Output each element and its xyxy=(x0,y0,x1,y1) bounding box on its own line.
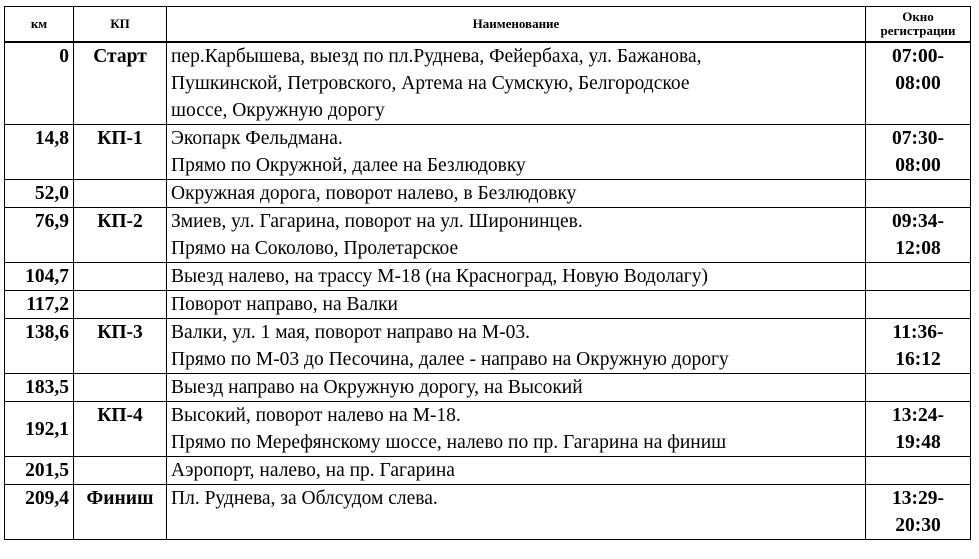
description-cell xyxy=(167,208,866,263)
description-cell xyxy=(167,125,866,180)
description-line: Аэропорт, налево, на пр. Гагарина xyxy=(171,460,455,481)
window-start: 13:29- xyxy=(892,488,944,509)
header-cp: КП xyxy=(74,7,167,43)
checkpoint-cell xyxy=(74,457,167,485)
window-end: 12:08 xyxy=(895,238,941,259)
checkpoint-cell xyxy=(74,263,167,291)
description-line: Прямо по Мерефянскому шоссе, налево по пр. Гагарина на финиш xyxy=(171,432,727,453)
km-cell: 192,1 xyxy=(5,402,74,457)
route-table xyxy=(4,6,971,540)
checkpoint-cell xyxy=(74,291,167,319)
table-row xyxy=(5,374,971,402)
description-cell xyxy=(167,180,866,208)
description-line: Выезд налево, на трассу М-18 (на Красноград, Новую Водолагу) xyxy=(171,266,708,287)
description-line: Валки, ул. 1 мая, поворот направо на М-03. xyxy=(171,322,530,343)
description-line: Прямо на Соколово, Пролетарское xyxy=(171,238,459,259)
registration-window-cell xyxy=(866,125,971,180)
table-row xyxy=(5,180,971,208)
table-row xyxy=(5,42,971,125)
km-cell: 209,4 xyxy=(5,485,74,540)
registration-window-cell xyxy=(866,485,971,540)
km-cell: 104,7 xyxy=(5,263,74,291)
table-row xyxy=(5,319,971,374)
description-line: Высокий, поворот налево на М-18. xyxy=(171,405,461,426)
registration-window-cell xyxy=(866,402,971,457)
registration-window-cell xyxy=(866,319,971,374)
km-cell: 76,9 xyxy=(5,208,74,263)
km-cell: 201,5 xyxy=(5,457,74,485)
header-name: Наименование xyxy=(167,7,866,43)
window-end: 19:48 xyxy=(895,432,941,453)
description-line: пер.Карбышева, выезд по пл.Руднева, Фейербаха, ул. Бажанова, xyxy=(171,46,702,67)
description-line: Змиев, ул. Гагарина, поворот на ул. Широнинцев. xyxy=(171,211,583,232)
checkpoint-cell: КП-1 xyxy=(74,125,167,180)
km-cell: 52,0 xyxy=(5,180,74,208)
km-cell: 117,2 xyxy=(5,291,74,319)
checkpoint-cell xyxy=(74,374,167,402)
table-row xyxy=(5,485,971,540)
description-cell xyxy=(167,263,866,291)
table-row xyxy=(5,208,971,263)
description-cell xyxy=(167,319,866,374)
description-line: Выезд направо на Окружную дорогу, на Высокий xyxy=(171,377,583,398)
km-cell: 14,8 xyxy=(5,125,74,180)
registration-window-cell xyxy=(866,263,971,291)
table-row xyxy=(5,291,971,319)
table-row xyxy=(5,457,971,485)
description-cell xyxy=(167,42,866,125)
window-start: 07:30- xyxy=(892,128,944,149)
description-line: Пушкинской, Петровского, Артема на Сумскую, Белгородское xyxy=(171,73,690,94)
registration-window-cell xyxy=(866,42,971,125)
registration-window-cell xyxy=(866,374,971,402)
km-cell: 0 xyxy=(5,42,74,125)
checkpoint-cell: КП-2 xyxy=(74,208,167,263)
description-line: Окружная дорога, поворот налево, в Безлюдовку xyxy=(171,183,577,204)
description-cell xyxy=(167,291,866,319)
registration-window-cell xyxy=(866,291,971,319)
registration-window-cell xyxy=(866,208,971,263)
checkpoint-cell: Финиш xyxy=(74,485,167,540)
km-cell: 138,6 xyxy=(5,319,74,374)
description-cell xyxy=(167,485,866,540)
window-end: 20:30 xyxy=(895,515,941,536)
header-window xyxy=(866,7,971,43)
checkpoint-cell: КП-4 xyxy=(74,402,167,457)
window-end: 08:00 xyxy=(895,73,941,94)
description-line: шоссе, Окружную дорогу xyxy=(171,100,385,121)
description-line: Прямо по Окружной, далее на Безлюдовку xyxy=(171,155,526,176)
description-line: Прямо по М-03 до Песочина, далее - направо на Окружную дорогу xyxy=(171,349,729,370)
window-start: 07:00- xyxy=(892,46,944,67)
window-start: 09:34- xyxy=(892,211,944,232)
description-cell xyxy=(167,457,866,485)
description-line: Экопарк Фельдмана. xyxy=(171,128,343,149)
km-cell: 183,5 xyxy=(5,374,74,402)
window-start: 11:36- xyxy=(892,322,944,343)
description-cell xyxy=(167,402,866,457)
registration-window-cell xyxy=(866,457,971,485)
window-start: 13:24- xyxy=(892,405,944,426)
table-row xyxy=(5,402,971,457)
table-header-row xyxy=(5,7,971,43)
checkpoint-cell: КП-3 xyxy=(74,319,167,374)
window-end: 08:00 xyxy=(895,155,941,176)
registration-window-cell xyxy=(866,180,971,208)
description-line: Пл. Руднева, за Облсудом слева. xyxy=(171,488,438,509)
table-row xyxy=(5,125,971,180)
header-window-line2: регистрации xyxy=(880,23,956,38)
window-end: 16:12 xyxy=(895,349,941,370)
checkpoint-cell xyxy=(74,180,167,208)
header-km: км xyxy=(5,7,74,43)
description-cell xyxy=(167,374,866,402)
description-line: Поворот направо, на Валки xyxy=(171,294,398,315)
table-row xyxy=(5,263,971,291)
header-window-line1: Окно xyxy=(902,9,934,24)
checkpoint-cell: Старт xyxy=(74,42,167,125)
